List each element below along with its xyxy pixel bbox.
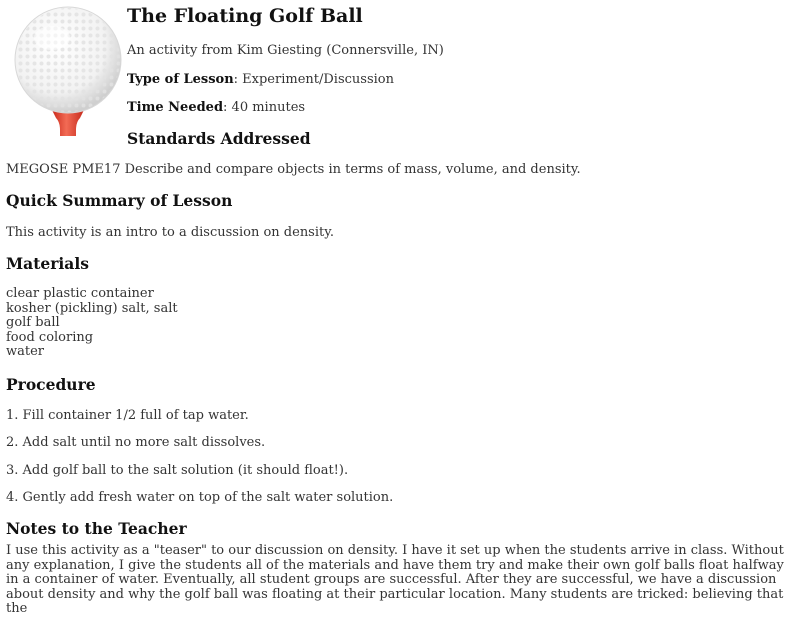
- standards-heading: Standards Addressed: [127, 129, 311, 148]
- time-needed-value: : 40 minutes: [223, 100, 306, 115]
- lesson-type-label: Type of Lesson: [127, 72, 234, 87]
- procedure-step: 2. Add salt until no more salt dissolves.: [6, 435, 266, 450]
- author-line: An activity from Kim Giesting (Connersville, IN): [127, 43, 444, 58]
- procedure-step: 3. Add golf ball to the salt solution (it should float!).: [6, 463, 349, 478]
- golf-ball-image: [10, 4, 126, 140]
- material-item: clear plastic container: [6, 286, 154, 301]
- lesson-type-value: : Experiment/Discussion: [233, 72, 394, 87]
- time-needed: [127, 100, 305, 115]
- materials-heading: Materials: [6, 254, 89, 273]
- summary-heading: Quick Summary of Lesson: [6, 191, 233, 210]
- lesson-type: [127, 72, 394, 87]
- standards-text: MEGOSE PME17 Describe and compare objects in terms of mass, volume, and density.: [6, 162, 581, 177]
- material-item: kosher (pickling) salt, salt: [6, 300, 178, 316]
- page-title: The Floating Golf Ball: [127, 5, 363, 27]
- procedure-step: 4. Gently add fresh water on top of the salt water solution.: [6, 490, 394, 505]
- material-item: golf ball: [6, 315, 60, 331]
- notes-text: I use this activity as a "teaser" to our discussion on density. I have it set up when the students arrive in class. Without any explanation, I give the students all of the materials and have them try and make their own golf balls float halfway in a container of water. Eventually, all student groups are successful. After they are successful, we have a discussion about density and why the golf ball was floating at their particular location. Many students are tricked: believing that the: [6, 543, 784, 617]
- summary-text: This activity is an intro to a discussion on density.: [6, 225, 334, 240]
- procedure-heading: Procedure: [6, 375, 96, 394]
- notes-heading: Notes to the Teacher: [6, 519, 187, 538]
- materials-list: [6, 287, 178, 360]
- material-item: water: [6, 344, 45, 360]
- procedure-step: 1. Fill container 1/2 full of tap water.: [6, 408, 249, 423]
- material-item: food coloring: [6, 329, 94, 345]
- golf-ball-icon: [10, 4, 126, 140]
- time-needed-label: Time Needed: [127, 100, 224, 115]
